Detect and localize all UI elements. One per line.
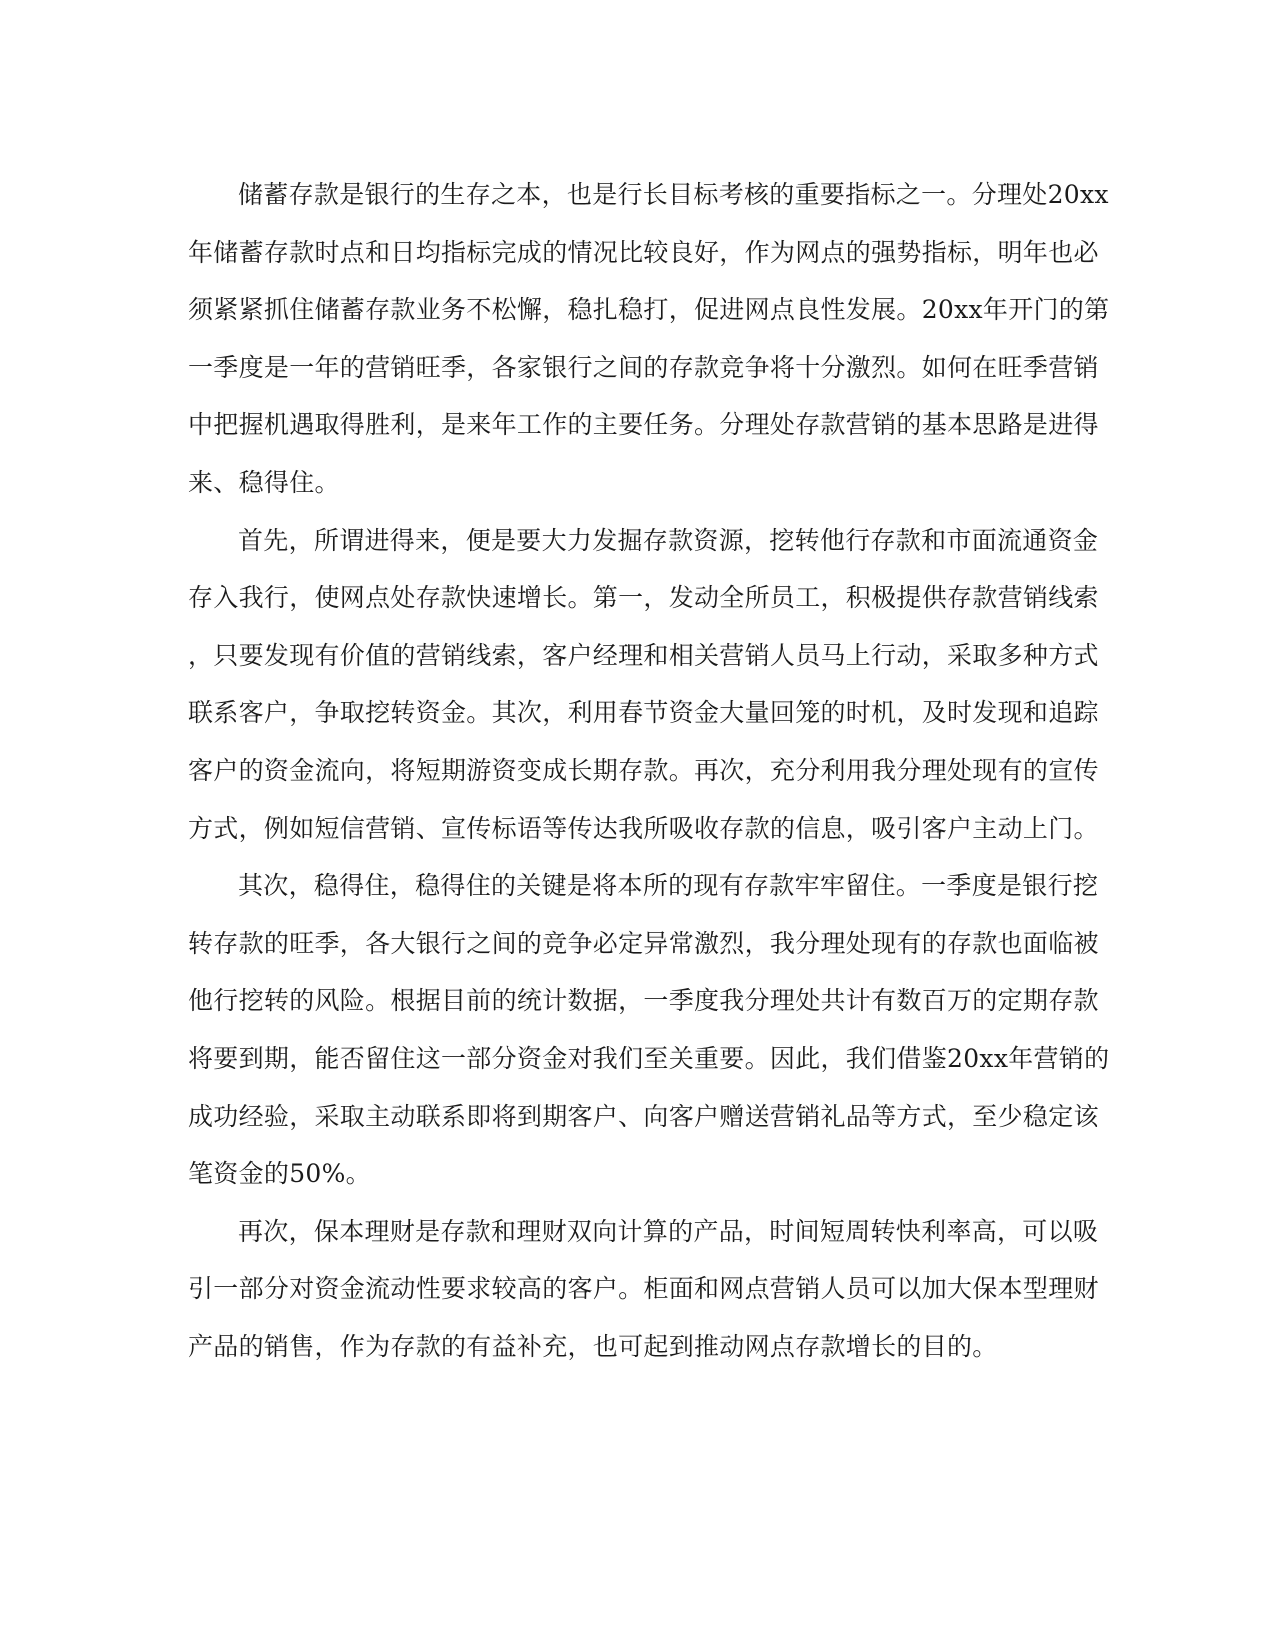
text-line: 其次，稳得住，稳得住的关键是将本所的现有存款牢牢留住。一季度是银行挖 <box>238 871 1099 901</box>
text-line: 须紧紧抓住储蓄存款业务不松懈，稳扎稳打，促进网点良性发展。20xx年开门的第 <box>188 295 1110 325</box>
text-line: ，只要发现有价值的营销线索，客户经理和相关营销人员马上行动，采取多种方式 <box>188 640 1099 670</box>
text-line: 来、稳得住。 <box>188 467 340 497</box>
text-line: 产品的销售，作为存款的有益补充，也可起到推动网点存款增长的目的。 <box>188 1331 998 1361</box>
document-body <box>188 166 1110 1375</box>
text-line: 中把握机遇取得胜利，是来年工作的主要任务。分理处存款营销的基本思路是进得 <box>188 410 1099 440</box>
text-line: 再次，保本理财是存款和理财双向计算的产品，时间短周转快利率高，可以吸 <box>238 1216 1099 1246</box>
paragraph-bring-in <box>188 512 1099 858</box>
text-line: 成功经验，采取主动联系即将到期客户、向客户赠送营销礼品等方式，至少稳定该 <box>188 1101 1099 1131</box>
text-line: 引一部分对资金流动性要求较高的客户。柜面和网点营销人员可以加大保本型理财 <box>188 1274 1099 1304</box>
text-line: 存入我行，使网点处存款快速增长。第一，发动全所员工，积极提供存款营销线索 <box>188 583 1099 613</box>
text-line: 年储蓄存款时点和日均指标完成的情况比较良好，作为网点的强势指标，明年也必 <box>188 237 1099 267</box>
text-line: 方式，例如短信营销、宣传标语等传达我所吸收存款的信息，吸引客户主动上门。 <box>188 813 1099 843</box>
text-line: 转存款的旺季，各大银行之间的竞争必定异常激烈，我分理处现有的存款也面临被 <box>188 928 1099 958</box>
text-line: 他行挖转的风险。根据目前的统计数据，一季度我分理处共计有数百万的定期存款 <box>188 986 1099 1016</box>
text-line: 首先，所谓进得来，便是要大力发掘存款资源，挖转他行存款和市面流通资金 <box>238 525 1099 555</box>
text-line: 笔资金的50%。 <box>188 1159 371 1189</box>
text-line: 客户的资金流向，将短期游资变成长期存款。再次，充分利用我分理处现有的宣传 <box>188 755 1099 785</box>
text-line: 一季度是一年的营销旺季，各家银行之间的存款竞争将十分激烈。如何在旺季营销 <box>188 352 1099 382</box>
text-line: 将要到期，能否留住这一部分资金对我们至关重要。因此，我们借鉴20xx年营销的 <box>188 1043 1110 1073</box>
paragraph-savings-deposits <box>188 166 1110 512</box>
text-line: 联系客户，争取挖转资金。其次，利用春节资金大量回笼的时机，及时发现和追踪 <box>188 698 1099 728</box>
text-line: 储蓄存款是银行的生存之本，也是行长目标考核的重要指标之一。分理处20xx <box>238 180 1109 209</box>
paragraph-wealth-management <box>188 1203 1099 1376</box>
paragraph-retain <box>188 857 1110 1203</box>
